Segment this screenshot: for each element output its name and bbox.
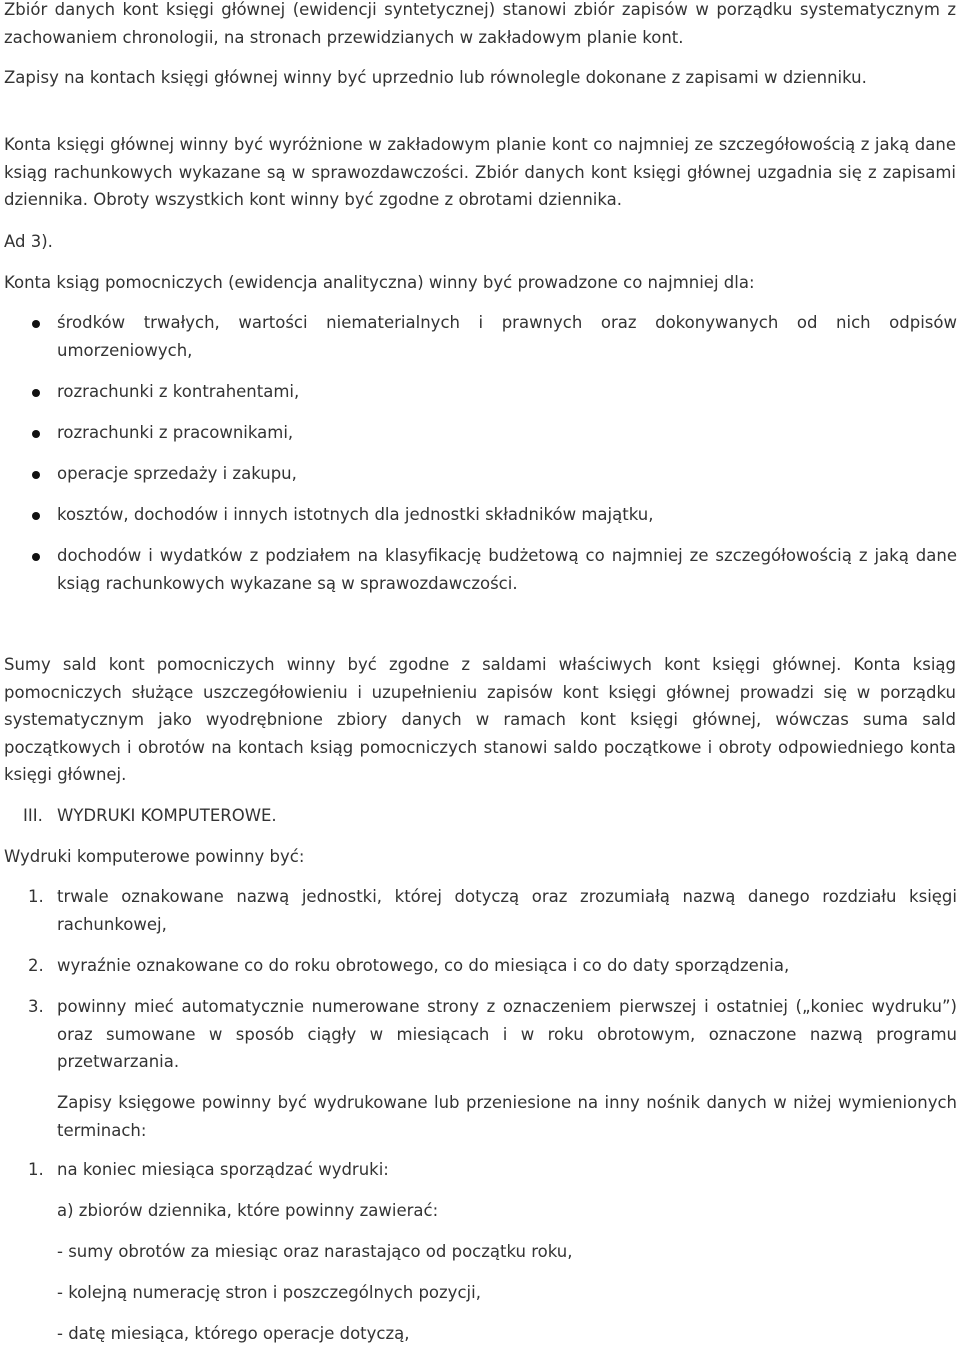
dash-item: - sumy obrotów za miesiąc oraz narastająco od początku roku, — [57, 1242, 573, 1261]
item-text: trwale oznakowane nazwą jednostki, której dotyczą oraz zrozumiałą nazwą danego rozdziału księgi rachunkowej, — [57, 887, 957, 934]
paragraph-subsidiary-balances: Sumy sald kont pomocniczych winny być zgodne z saldami właściwych kont księgi głównej. Konta ksiąg pomocniczych służące uszczegółowieniu i uzupełnieniu zapisów kont księgi głównej prowadzi się w porządku systematycznym jako wyodrębnione zbiory danych w ramach kont księgi głównej, wówczas suma sald początkowych i obrotów na kontach ksiąg pomocniczych stanowi saldo początkowe i obroty odpowiedniego konta księgi głównej. — [4, 655, 956, 784]
item-text: wyraźnie oznakowane co do roku obrotowego, co do miesiąca i co do daty sporządzenia, — [57, 956, 790, 975]
bullet-icon — [32, 320, 40, 328]
section-title: WYDRUKI KOMPUTEROWE. — [57, 806, 277, 825]
paragraph-ledger-entries: Zapisy na kontach księgi głównej winny być uprzednio lub równolegle dokonane z zapisami w dzienniku. — [4, 68, 867, 87]
bullet-icon — [32, 389, 40, 397]
list-item-text: kosztów, dochodów i innych istotnych dla jednostki składników majątku, — [57, 505, 654, 524]
sub-item-a: a) zbiorów dziennika, które powinny zawierać: — [57, 1201, 439, 1220]
item-text: powinny mieć automatycznie numerowane strony z oznaczeniem pierwszej i ostatniej („koniec wydruku”) oraz sumowane w sposób ciągły w miesiącach i w roku obrotowym, oznaczone nazwą programu przetwarzania. — [57, 997, 957, 1071]
paragraph-general-ledger-set: Zbiór danych kont księgi głównej (ewidencji syntetycznej) stanowi zbiór zapisów w porządku systematycznym z zachowaniem chronologii, na stronach przewidzianych w zakładowym planie kont. — [4, 0, 956, 47]
bullet-icon — [32, 430, 40, 438]
item-number: 1. — [28, 1160, 44, 1179]
list-item-text: operacje sprzedaży i zakupu, — [57, 464, 297, 483]
section-number: III. — [23, 806, 43, 825]
item-text: na koniec miesiąca sporządzać wydruki: — [57, 1160, 389, 1179]
list-item-text: rozrachunki z kontrahentami, — [57, 382, 300, 401]
list-item-text: rozrachunki z pracownikami, — [57, 423, 294, 442]
paragraph-ad-3: Ad 3). — [4, 232, 53, 251]
bullet-icon — [32, 512, 40, 520]
bullet-icon — [32, 471, 40, 479]
dash-item: - datę miesiąca, którego operacje dotyczą, — [57, 1324, 410, 1343]
item-number: 3. — [28, 997, 44, 1016]
paragraph-subsidiary-intro: Konta ksiąg pomocniczych (ewidencja analityczna) winny być prowadzone co najmniej dla: — [4, 273, 755, 292]
item-number: 2. — [28, 956, 44, 975]
bullet-icon — [32, 553, 40, 561]
item-number: 1. — [28, 887, 44, 906]
paragraph-printouts-intro: Wydruki komputerowe powinny być: — [4, 847, 305, 866]
list-item-text: dochodów i wydatków z podziałem na klasyfikację budżetową co najmniej ze szczegółowością z jaką dane ksiąg rachunkowych wykazane są w sprawozdawczości. — [57, 546, 957, 593]
list-item-text: środków trwałych, wartości niematerialnych i prawnych oraz dokonywanych od nich odpisów umorzeniowych, — [57, 313, 957, 360]
paragraph-transfer-note: Zapisy księgowe powinny być wydrukowane lub przeniesione na inny nośnik danych w niżej wymienionych terminach: — [57, 1093, 957, 1140]
dash-item: - kolejną numerację stron i poszczególnych pozycji, — [57, 1283, 481, 1302]
paragraph-ledger-accounts: Konta księgi głównej winny być wyróżnione w zakładowym planie kont co najmniej ze szczegółowością z jaką dane ksiąg rachunkowych wykazane są w sprawozdawczości. Zbiór danych kont księgi głównej uzgadnia się z zapisami dziennika. Obroty wszystkich kont winny być zgodne z obrotami dziennika. — [4, 135, 956, 209]
